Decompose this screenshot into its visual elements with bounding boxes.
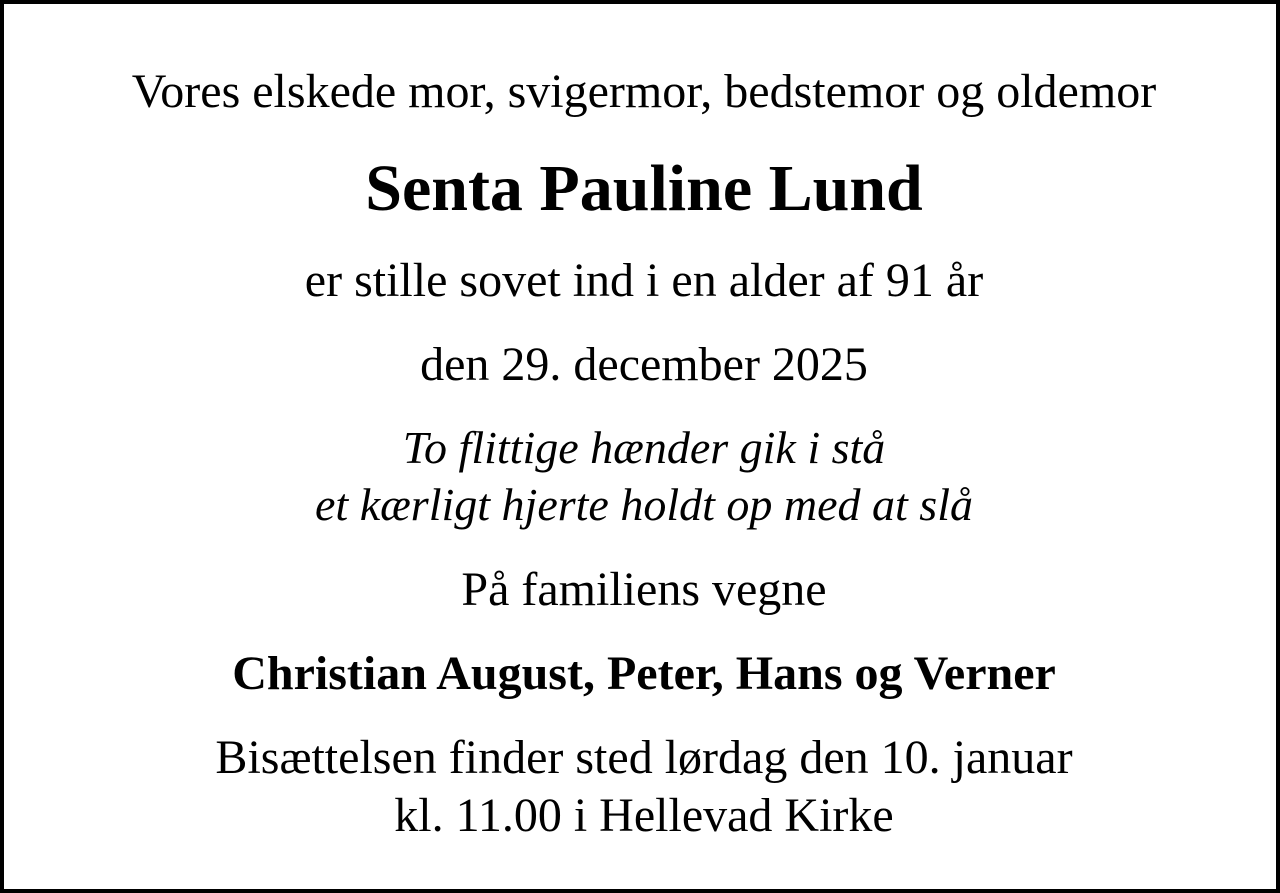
family-names: Christian August, Peter, Hans og Verner [232, 647, 1056, 700]
verse-line-1: To flittige hænder gik i stå [402, 422, 886, 473]
age-line: er stille sovet ind i en alder af 91 år [304, 254, 984, 307]
deceased-name: Senta Pauline Lund [365, 152, 923, 225]
intro-line: Vores elskede mor, svigermor, bedstemor og oldemor [131, 65, 1157, 118]
funeral-info-line-1: Bisættelsen finder sted lørdag den 10. januar [215, 731, 1073, 784]
funeral-info-line-2: kl. 11.00 i Hellevad Kirke [394, 789, 894, 842]
verse-line-2: et kærligt hjerte holdt op med at slå [315, 479, 973, 530]
on-behalf-line: På familiens vegne [461, 563, 827, 616]
date-of-death: den 29. december 2025 [420, 338, 868, 391]
